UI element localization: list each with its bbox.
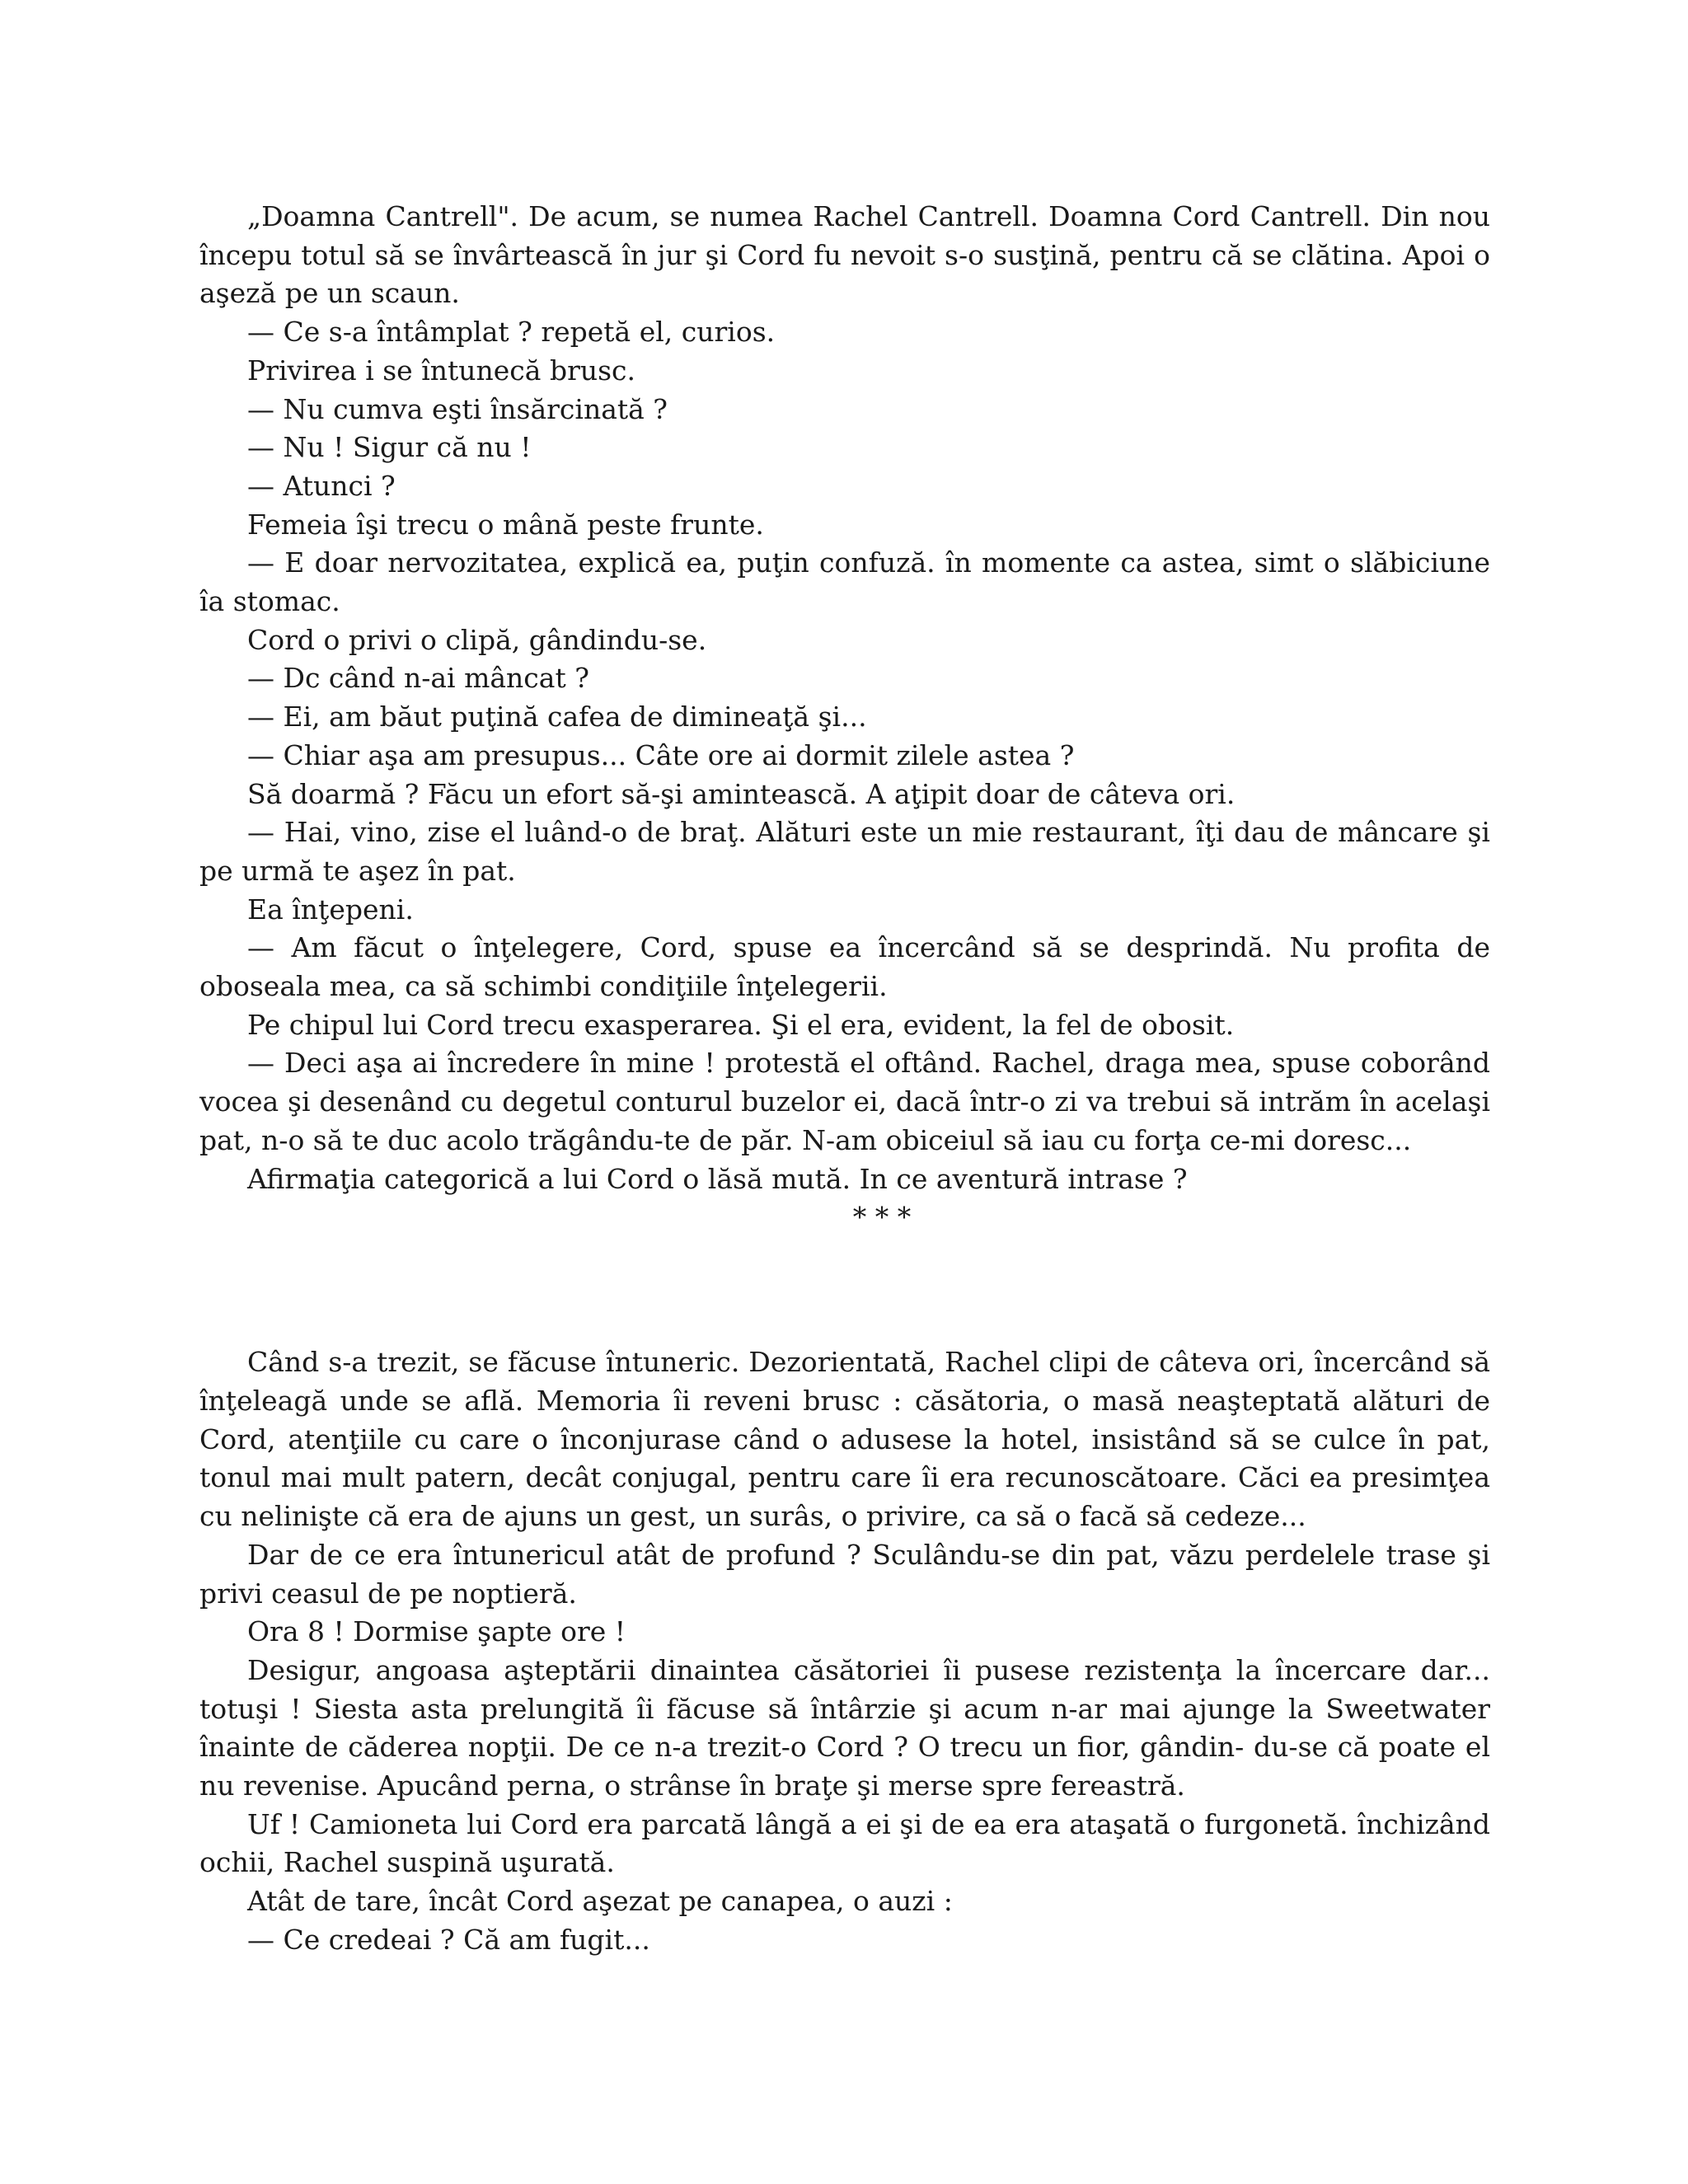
paragraph: Femeia îşi trecu o mână peste frunte. [247, 508, 764, 541]
paragraph: Pe chipul lui Cord trecu exasperarea. Şi el era, evident, la fel de obosit. [247, 1008, 1235, 1041]
paragraph: Afirmaţia categorică a lui Cord o lăsă mută. In ce aventură intrase ? [247, 1162, 1188, 1195]
dialogue-line: — Ce s-a întâmplat ? repetă el, curios. [247, 316, 776, 349]
dialogue-line: — Ei, am băut puţină cafea de dimineaţă şi... [247, 701, 867, 733]
dialogue-line: — Atunci ? [247, 469, 396, 502]
paragraph: Când s-a trezit, se făcuse întuneric. Dezorientată, Rachel clipi de câteva ori, încercând să înţeleagă unde se află. Memoria îi reveni brusc : căsătoria, o masă neaşteptată alături de Cord, atenţiile cu care o înconjurase când o adusese la hotel, insistând să se culce în pat, tonul mai mult patern, decât conjugal, pentru care îi era recunoscătoare. Căci ea presimţea cu nelinişte că era de ajuns un gest, un surâs, o privire, ca să o facă să cedeze... [199, 1346, 1490, 1533]
paragraph: Uf ! Camioneta lui Cord era parcată lângă a ei şi de ea era ataşată o furgonetă. închizând ochii, Rachel suspină uşurată. [199, 1807, 1490, 1879]
dialogue-line: — E doar nervozitatea, explică ea, puţin confuză. în momente ca astea, simt o slăbiciune îa stomac. [199, 546, 1490, 618]
paragraph: Privirea i se întunecă brusc. [247, 354, 636, 387]
dialogue-line: — Hai, vino, zise el luând-o de braţ. Alături este un mie restaurant, îţi dau de mâncare şi pe urmă te aşez în pat. [199, 816, 1490, 887]
paragraph: Ea înţepeni. [247, 893, 414, 926]
paragraph: Desigur, angoasa aşteptării dinaintea căsătoriei îi pusese rezistenţa la încercare dar... totuşi ! Siesta asta prelungită îi făcuse să întârzie şi acum n-ar mai ajunge la Sweetwater înainte de căderea nopţii. De ce n-a trezit-o Cord ? O trecu un fior, gândin- du-se că poate el nu revenise. Apucând perna, o strânse în braţe şi merse spre fereastră. [199, 1653, 1490, 1802]
paragraph: Atât de tare, încât Cord aşezat pe canapea, o auzi : [247, 1885, 953, 1918]
paragraph: Să doarmă ? Făcu un efort să-şi amintească. A aţipit doar de câteva ori. [247, 777, 1236, 810]
paragraph: „Doamna Cantrell". De acum, se numea Rachel Cantrell. Doamna Cord Cantrell. Din nou începu totul să se învârtească în jur şi Cord fu nevoit s-o susţină, pentru că se clătina. Apoi o aşeză pe un scaun. [199, 200, 1490, 310]
dialogue-line: — Dc când n-ai mâncat ? [247, 662, 589, 695]
dialogue-line: — Nu cumva eşti însărcinată ? [247, 392, 668, 425]
paragraph: Ora 8 ! Dormise şapte ore ! [247, 1615, 626, 1648]
dialogue-line: — Deci aşa ai încredere în mine ! protestă el oftând. Rachel, draga mea, spuse coborând vocea şi desenând cu degetul conturul buzelor ei, dacă într-o zi va trebui să intrăm în acelaşi pat, n-o să te duc acolo trăgându-te de păr. N-am obiceiul să iau cu forţa ce-mi doresc... [199, 1047, 1490, 1156]
dialogue-line: — Am făcut o înţelegere, Cord, spuse ea încercând să se desprindă. Nu profita de oboseala mea, ca să schimbi condiţiile înţelegerii. [199, 931, 1490, 1003]
dialogue-line: — Nu ! Sigur că nu ! [247, 431, 532, 464]
paragraph: Cord o privi o clipă, gândindu-se. [247, 623, 707, 656]
dialogue-line: — Ce credeai ? Că am fugit... [247, 1923, 650, 1956]
section-separator: * * * [852, 1201, 912, 1234]
document-body [199, 198, 1490, 1960]
paragraph: Dar de ce era întunericul atât de profund ? Sculându-se din pat, văzu perdelele trase şi privi ceasul de pe noptieră. [199, 1538, 1490, 1610]
dialogue-line: — Chiar aşa am presupus... Câte ore ai dormit zilele astea ? [247, 738, 1075, 771]
